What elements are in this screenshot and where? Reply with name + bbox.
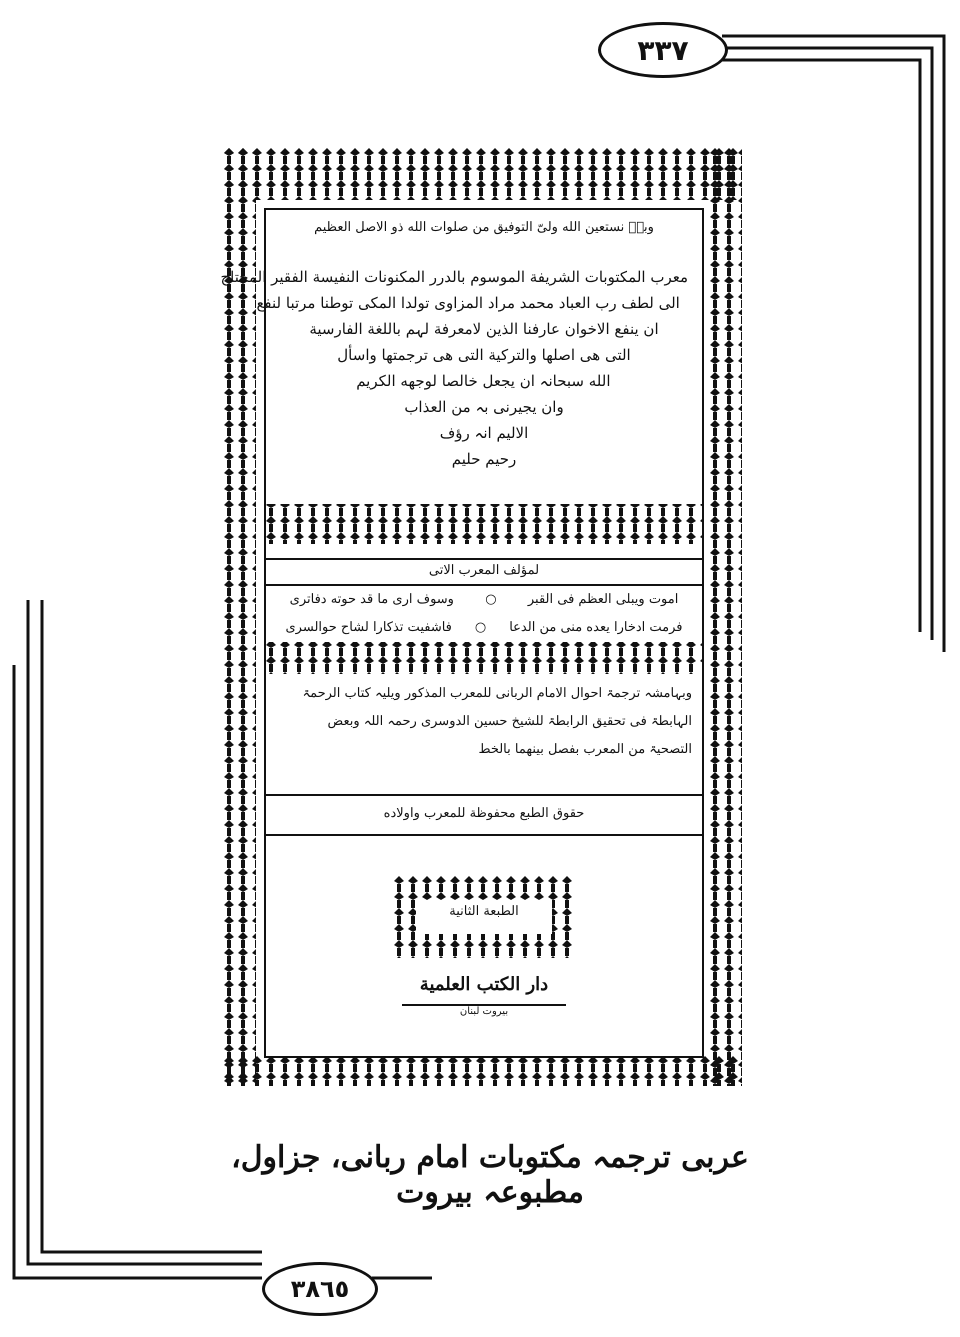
rights-section xyxy=(266,794,702,832)
main-line-1: معرب المکتوبات الشریفة الموسوم بالدرر المکنونات النفیسة الفقیر المحتاج xyxy=(220,268,688,286)
rights-notice: حقوق الطبع محفوظة للمعرب واولاده xyxy=(383,806,585,821)
main-line-3: ان ینفع الاخوان عارفنا الذین لامعرفة لہم باللغة الفارسیة xyxy=(309,320,659,338)
note-line-1: وبہامشہ ترجمۃ احوال الامام الربانی للمعرب المذکور ویلیہ کتاب الرحمۃ xyxy=(302,686,692,701)
main-line-8: رحیم حلیم xyxy=(451,450,517,468)
poem-hemistich: وسوف اری ما قد حوته دفاتری xyxy=(289,592,454,607)
note-line-3: التصحیۃ من المعرب بفصل بینهما بالخط xyxy=(478,742,692,757)
ornamental-border-top xyxy=(222,148,742,200)
main-line-5: الله سبحانہ ان یجعل خالصا لوجهه الکریم xyxy=(356,372,611,390)
ornamental-band-middle xyxy=(264,500,704,548)
main-line-4: التی هی اصلها والترکیة التی هی ترجمتها واسأل xyxy=(337,346,631,364)
poem-section xyxy=(266,584,702,646)
poem-hemistich: فاشفیت تذکارا لشاح حوالسری xyxy=(285,620,452,635)
main-line-6: وان یجیرنی بہ من العذاب xyxy=(404,398,564,416)
note-line-2: الہابطۃ فی تحقیق الرابطۃ للشیخ حسین الدوسری رحمہ اللہ وبعض xyxy=(327,714,692,729)
author-heading: لمؤلف المعرب الاتی xyxy=(428,563,540,578)
ornamental-band-lower xyxy=(264,640,704,676)
poem-hemistich: اموت ویبلی العظم فی القبر xyxy=(527,592,679,607)
page-number-top: ٣٣٧ xyxy=(598,22,728,78)
publisher-city: بیروت لبنان xyxy=(459,1006,509,1017)
publisher-name: دار الکتب العلمیة xyxy=(419,974,549,995)
contents-note-section xyxy=(266,680,702,790)
poem-row xyxy=(266,586,702,614)
ornamental-border-bottom xyxy=(222,1056,742,1086)
poem-separator: ○ xyxy=(485,592,497,607)
main-line-2: الی لطف رب العباد محمد مراد المزاوی تولدا المکی توطنا مرتبا لنفع xyxy=(256,294,680,312)
page-number-bottom: ٣٨٦٥ xyxy=(262,1262,378,1316)
title-page-inner xyxy=(220,208,704,1058)
author-heading-section xyxy=(266,558,702,582)
invocation-line: وبهٖ نستعين الله ولیّ التوفيق من صلوات الله ذو الاصل العظیم xyxy=(314,220,654,235)
poem-separator: ○ xyxy=(474,620,487,635)
edition-label: الطبعة الثانية xyxy=(449,904,519,919)
main-line-7: الالیم انہ رؤف xyxy=(439,424,529,442)
poem-row xyxy=(266,614,702,642)
urdu-caption: عربی ترجمہ مکتوبات امام ربانی، جزاول، مطبوعہ بیروت xyxy=(231,1140,749,1210)
edition-section xyxy=(266,834,702,1042)
main-title-block xyxy=(220,264,688,472)
title-page-scan xyxy=(222,148,742,1086)
poem-hemistich: فرمت ادخارا یعده منی من الدعا xyxy=(509,620,683,635)
ornamental-border-right xyxy=(708,148,742,1086)
